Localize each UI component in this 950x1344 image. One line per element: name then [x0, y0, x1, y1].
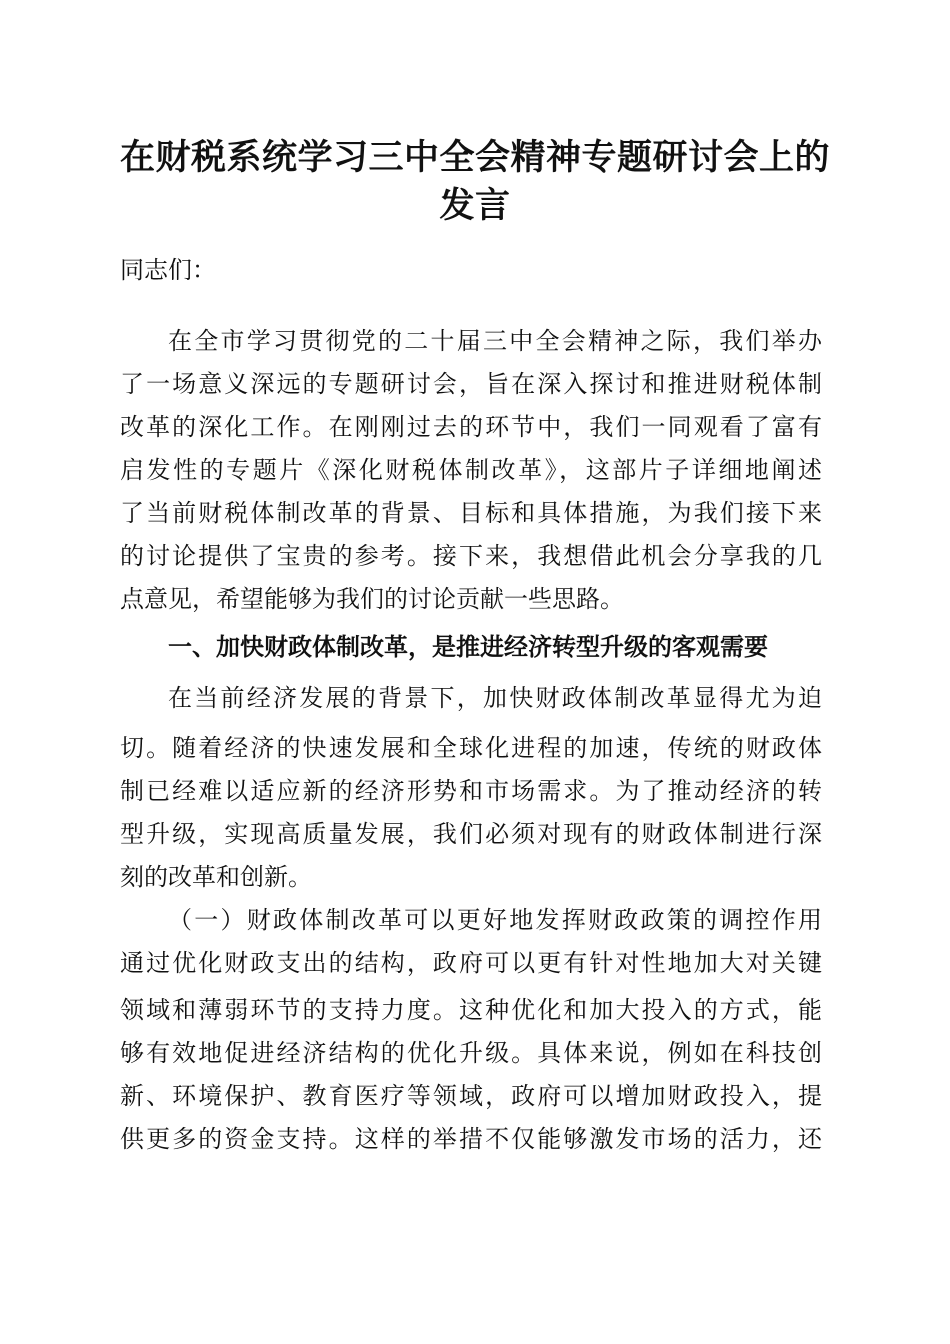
paragraph-1-line-1: 在全市学习贯彻党的二十届三中全会精神之际，我们举办 [168, 327, 822, 355]
paragraph-2-line-1: 在当前经济发展的背景下，加快财政体制改革显得尤为迫 [168, 684, 822, 712]
paragraph-2-line-2: 切。随着经济的快速发展和全球化进程的加速，传统的财政体 [120, 734, 822, 762]
paragraph-3-line-4: 新、环境保护、教育医疗等领域，政府可以增加财政投入，提 [120, 1082, 822, 1110]
section-heading-1: 一、加快财政体制改革，是推进经济转型升级的客观需要 [168, 633, 768, 661]
document-title-line-2: 发言 [439, 185, 511, 226]
paragraph-1-line-7: 点意见，希望能够为我们的讨论贡献一些思路。 [120, 585, 624, 613]
paragraph-3-line-1: 通过优化财政支出的结构，政府可以更有针对性地加大对关键 [120, 949, 822, 977]
paragraph-2-line-5: 刻的改革和创新。 [120, 863, 312, 891]
paragraph-3-line-5: 供更多的资金支持。这样的举措不仅能够激发市场的活力，还 [120, 1125, 822, 1153]
paragraph-1-line-3: 改革的深化工作。在刚刚过去的环节中，我们一同观看了富有 [120, 413, 822, 441]
salutation: 同志们： [120, 256, 216, 284]
paragraph-3-line-3: 够有效地促进经济结构的优化升级。具体来说，例如在科技创 [120, 1039, 822, 1067]
subsection-heading-1: （一）财政体制改革可以更好地发挥财政政策的调控作用 [168, 906, 822, 934]
document-title-line-1: 在财税系统学习三中全会精神专题研讨会上的 [119, 137, 830, 178]
paragraph-1-line-4: 启发性的专题片《深化财税体制改革》，这部片子详细地阐述 [120, 456, 822, 484]
paragraph-1-line-2: 了一场意义深远的专题研讨会，旨在深入探讨和推进财税体制 [120, 370, 822, 398]
paragraph-1-line-5: 了当前财税体制改革的背景、目标和具体措施，为我们接下来 [120, 499, 822, 527]
paragraph-3-line-2: 领域和薄弱环节的支持力度。这种优化和加大投入的方式，能 [120, 996, 822, 1024]
paragraph-2-line-3: 制已经难以适应新的经济形势和市场需求。为了推动经济的转 [120, 777, 822, 805]
paragraph-2-line-4: 型升级，实现高质量发展，我们必须对现有的财政体制进行深 [120, 820, 822, 848]
paragraph-1-line-6: 的讨论提供了宝贵的参考。接下来，我想借此机会分享我的几 [120, 542, 822, 570]
